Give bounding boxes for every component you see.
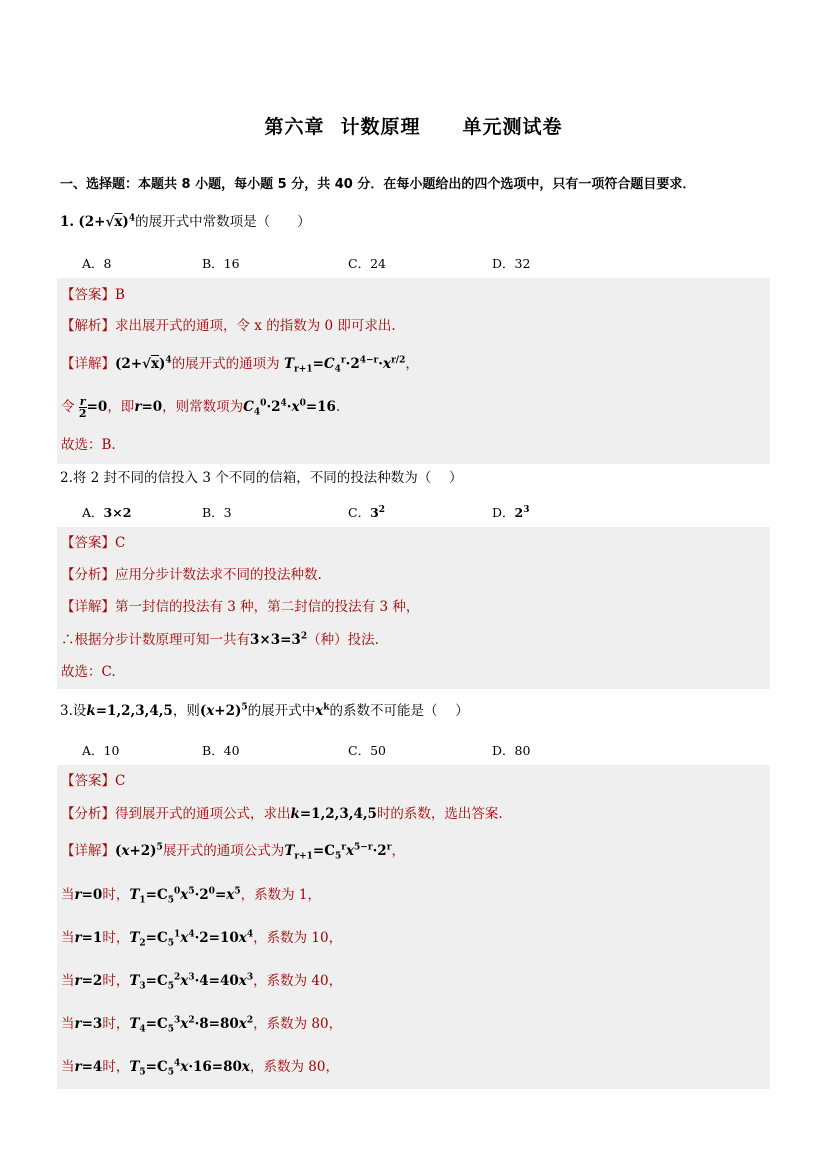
q2-option-d: D．$2^3$ bbox=[492, 504, 530, 520]
q1-detail: 【详解】$(2+√x)^4$的展开式的通项为 $T_{r+1}=C_4^r\cdot 2^{4-r}\cdot x^{r/2}$， bbox=[61, 355, 419, 375]
q1-option-b: B．16 bbox=[202, 256, 240, 271]
q2-detail: 【详解】第一封信的投法有 3 种，第二封信的投法有 3 种， bbox=[61, 599, 420, 615]
q1-answer: 【答案】B bbox=[61, 287, 125, 303]
q3-analysis: 【分析】得到展开式的通项公式，求出k=1,2,3,4,5时的系数，选出答案. bbox=[61, 806, 503, 822]
q3-option-a: A．10 bbox=[82, 743, 120, 758]
q1-option-d: D．32 bbox=[492, 256, 531, 271]
q3-case-3: 当r=2时，$T_3=C_5^2x^3\cdot 4=40x^3$，系数为 40， bbox=[61, 972, 343, 992]
question-3-stem: 3.设k=1,2,3,4,5，则$(x+2)^5$的展开式中$x^k$的系数不可能是（ ） bbox=[60, 702, 469, 719]
q1-conclusion: 故选：B. bbox=[61, 437, 116, 453]
q3-case-5: 当r=4时，$T_5=C_5^4x\cdot 16=80x$，系数为 80， bbox=[61, 1058, 339, 1078]
q2-option-b: B．3 bbox=[202, 505, 232, 520]
q2-answer-box bbox=[57, 527, 770, 689]
q1-general-term: $T_{r+1}=C_4^r\cdot 2^{4-r}\cdot x^{r/2}$ bbox=[283, 355, 406, 375]
q2-option-c: C．$3^2$ bbox=[348, 504, 386, 520]
q1-option-c: C．24 bbox=[348, 256, 386, 271]
q2-conclusion: 故选：C. bbox=[61, 664, 116, 680]
q3-detail: 【详解】$(x+2)^5$展开式的通项公式为$T_{r+1}=C_5^rx^{5-r}\cdot 2^r$， bbox=[61, 842, 405, 862]
q3-option-d: D．80 bbox=[492, 743, 531, 758]
q1-option-a: A．8 bbox=[82, 256, 112, 271]
q2-answer: 【答案】C bbox=[61, 535, 126, 551]
q1-answer-box bbox=[57, 278, 770, 464]
q3-case-2: 当r=1时，$T_2=C_5^1x^4\cdot 2=10x^4$，系数为 10， bbox=[61, 929, 343, 949]
q3-option-b: B．40 bbox=[202, 743, 240, 758]
q3-case-1: 当r=0时，$T_1=C_5^0x^5\cdot 2^0=x^5$，系数为 1， bbox=[61, 886, 321, 906]
q3-answer-box bbox=[57, 765, 770, 1089]
title-chapter: 第六章 bbox=[264, 116, 325, 138]
q1-analysis: 【解析】求出展开式的通项，令 x 的指数为 0 即可求出. bbox=[61, 318, 396, 334]
q2-analysis: 【分析】应用分步计数法求不同的投法种数. bbox=[61, 567, 322, 583]
section-heading: 一、选择题：本题共 8 小题，每小题 5 分，共 40 分．在每小题给出的四个选项中，只有一项符合题目要求． bbox=[60, 177, 696, 192]
page-title bbox=[0, 112, 827, 139]
question-2-stem: 2.将 2 封不同的信投入 3 个不同的信箱，不同的投法种数为（ ） bbox=[60, 470, 463, 486]
q3-answer: 【答案】C bbox=[61, 773, 126, 789]
q1-binomial-expression: $(2+√x)^4$ bbox=[78, 213, 136, 230]
q1-let-line: 令 $\frac{r}{2}$ =0，即r=0，则常数项为$C_4^0\cdot 2^4\cdot x^0=16$. bbox=[61, 395, 341, 420]
q2-therefore: ∴根据分步计数原理可知一共有$3\times 3=3^2$（种）投法. bbox=[61, 631, 379, 648]
q3-case-4: 当r=3时，$T_4=C_5^3x^2\cdot 8=80x^2$，系数为 80， bbox=[61, 1015, 343, 1035]
q2-option-a: A．3×2 bbox=[82, 505, 132, 520]
title-test: 单元测试卷 bbox=[462, 116, 563, 138]
q3-option-c: C．50 bbox=[348, 743, 386, 758]
title-topic: 计数原理 bbox=[340, 116, 421, 138]
question-1-stem: 1. $(2+√x)^4$的展开式中常数项是（ ） bbox=[60, 213, 311, 230]
